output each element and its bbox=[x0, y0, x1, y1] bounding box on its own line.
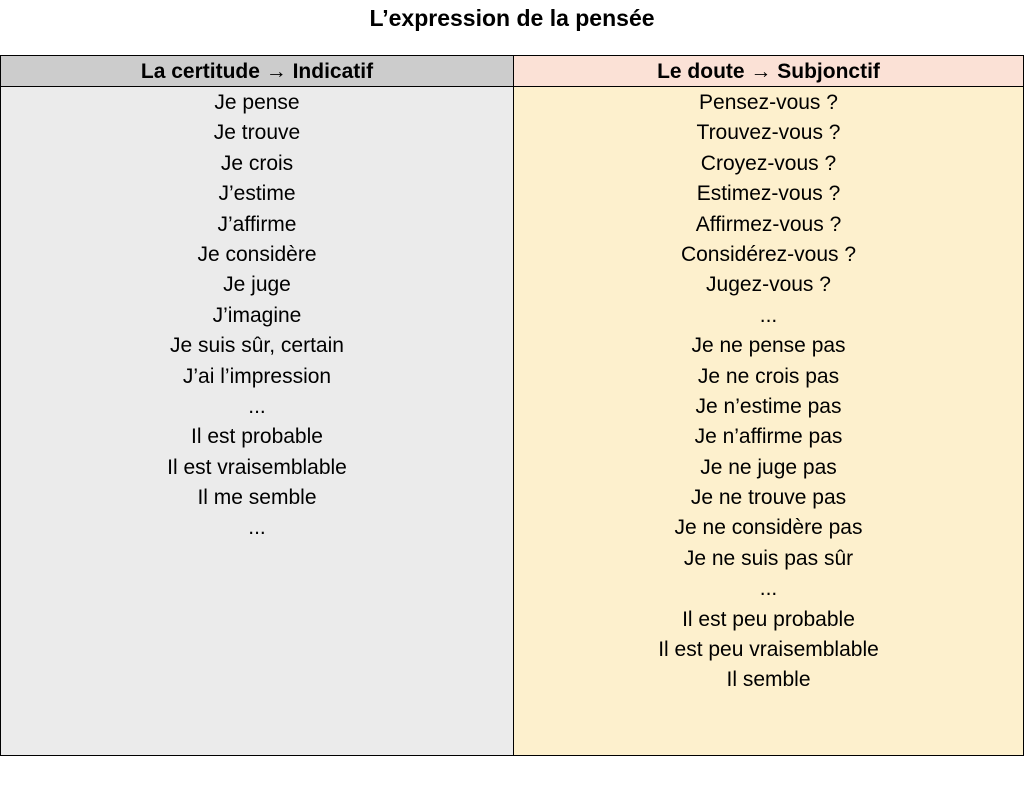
doubt-column bbox=[514, 56, 1023, 755]
certainty-list bbox=[1, 87, 513, 544]
list-item: Il est vraisemblable bbox=[167, 455, 347, 479]
list-item: Je ne juge pas bbox=[700, 455, 837, 479]
list-item: J’imagine bbox=[212, 303, 302, 327]
list-item: ... bbox=[248, 394, 266, 418]
list-item: Pensez-vous ? bbox=[699, 91, 838, 114]
comparison-table bbox=[0, 55, 1024, 756]
list-item: Il est peu probable bbox=[682, 607, 855, 631]
doubt-list bbox=[514, 87, 1023, 696]
list-item: Je suis sûr, certain bbox=[170, 334, 344, 358]
list-item: Je n’affirme pas bbox=[694, 425, 843, 449]
list-item: Il semble bbox=[726, 668, 811, 692]
list-item: Trouvez-vous ? bbox=[696, 121, 841, 145]
list-item: Je juge bbox=[223, 273, 291, 297]
list-item: Je ne considère pas bbox=[674, 516, 863, 540]
certainty-column-header: La certitude → Indicatif bbox=[1, 56, 513, 87]
list-item: Je ne crois pas bbox=[697, 364, 840, 388]
list-item: Je pense bbox=[214, 91, 300, 114]
list-item: Il est peu vraisemblable bbox=[658, 638, 879, 662]
list-item: ... bbox=[248, 516, 266, 540]
list-item: J’ai l’impression bbox=[182, 364, 332, 388]
list-item: Je ne pense pas bbox=[691, 334, 846, 358]
list-item: J’estime bbox=[218, 182, 296, 206]
list-item: Je ne suis pas sûr bbox=[683, 546, 854, 570]
list-item: Estimez-vous ? bbox=[696, 182, 841, 206]
list-item: Je n’estime pas bbox=[695, 394, 842, 418]
list-item: ... bbox=[759, 577, 778, 601]
list-item: Je ne trouve pas bbox=[690, 486, 847, 510]
page-title: L’expression de la pensée bbox=[369, 5, 655, 31]
list-item: Croyez-vous ? bbox=[700, 151, 837, 175]
list-item: J’affirme bbox=[217, 212, 297, 236]
list-item: ... bbox=[759, 303, 778, 327]
list-item: Considérez-vous ? bbox=[680, 242, 857, 266]
list-item: Affirmez-vous ? bbox=[695, 212, 842, 236]
certainty-column bbox=[1, 56, 514, 755]
list-item: Je crois bbox=[220, 151, 294, 175]
list-item: Jugez-vous ? bbox=[706, 273, 831, 297]
list-item: Il est probable bbox=[191, 425, 323, 449]
list-item: Je considère bbox=[197, 242, 317, 266]
list-item: Je trouve bbox=[213, 121, 301, 145]
list-item: Il me semble bbox=[197, 486, 317, 510]
doubt-column-header: Le doute → Subjonctif bbox=[514, 56, 1023, 87]
